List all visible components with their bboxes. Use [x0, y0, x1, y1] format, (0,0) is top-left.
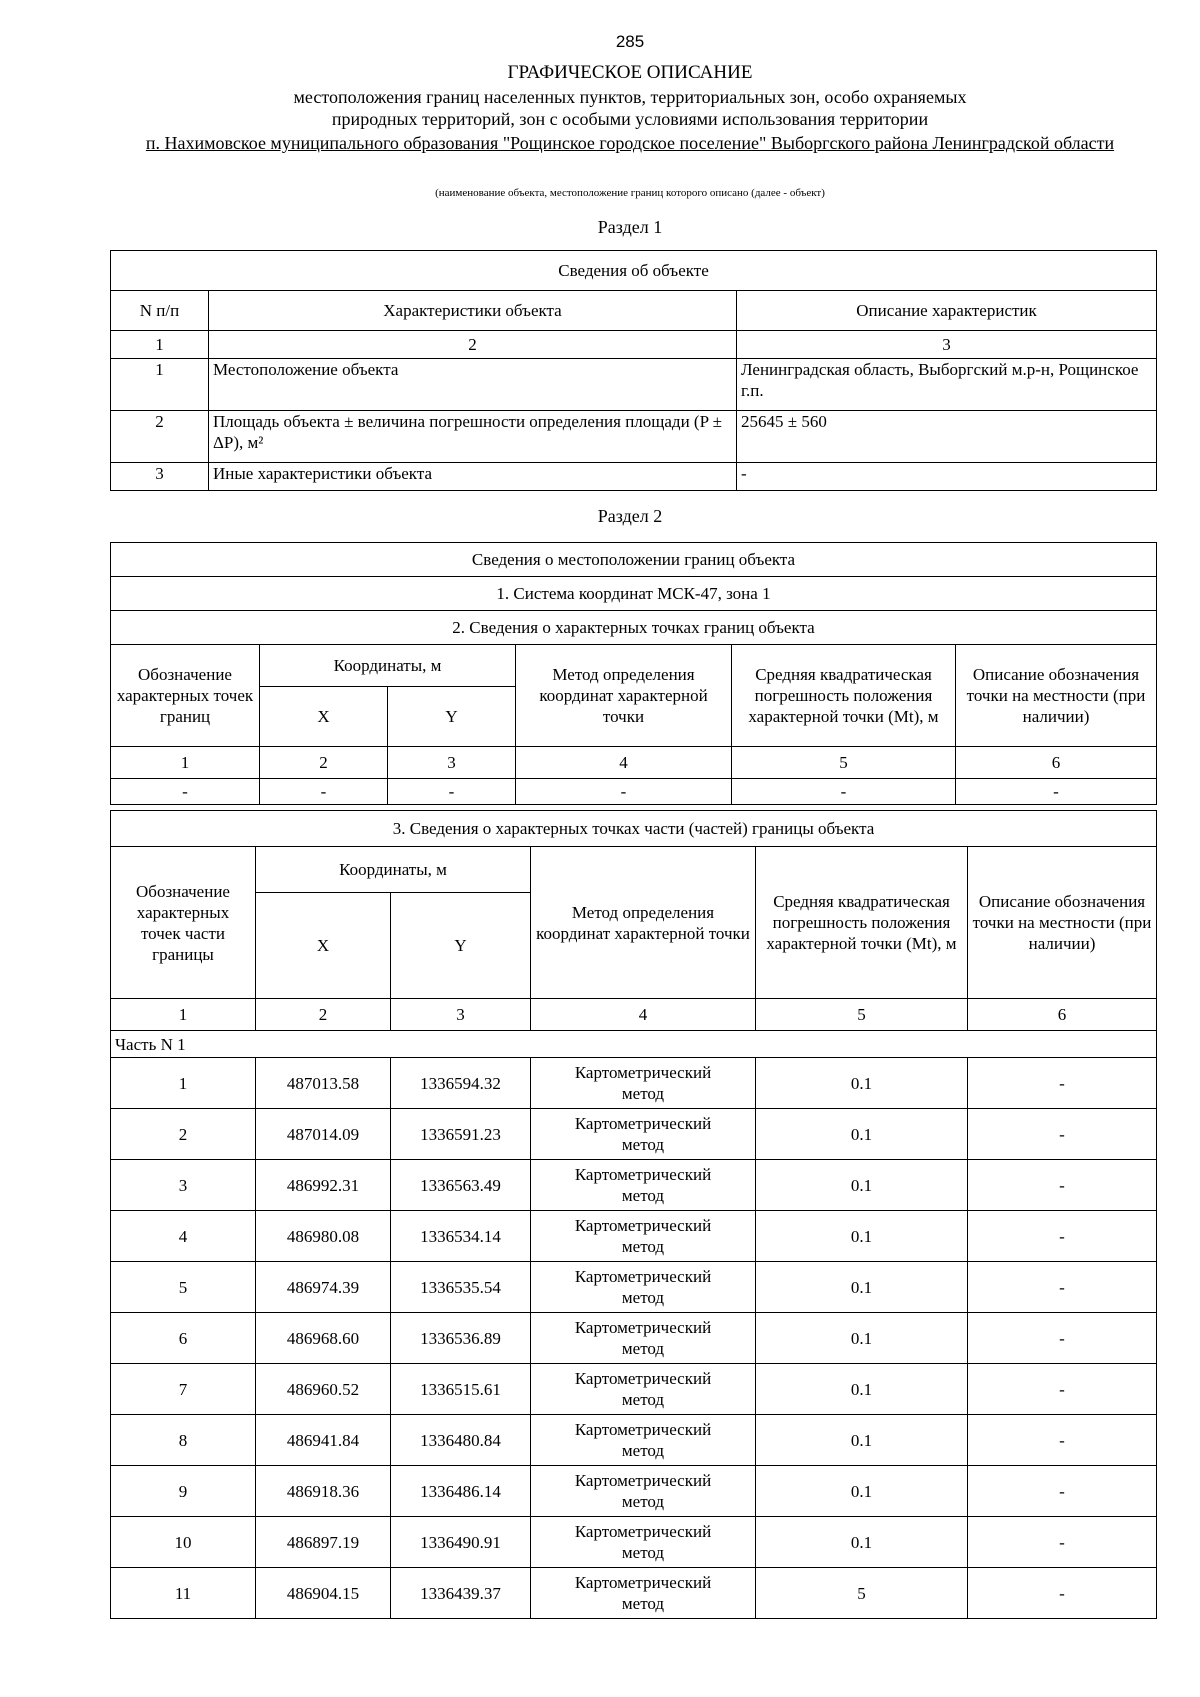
header-method: Метод определения координат характерной точки — [516, 645, 732, 747]
point-number: 4 — [111, 1211, 256, 1262]
col-number: 1 — [111, 331, 209, 359]
col-number: 2 — [260, 747, 388, 779]
document-title: ГРАФИЧЕСКОЕ ОПИСАНИЕ — [507, 62, 753, 83]
point-description: - — [968, 1415, 1157, 1466]
header-y: Y — [388, 687, 516, 747]
coordinate-y: 1336490.91 — [391, 1517, 531, 1568]
point-description: - — [968, 1466, 1157, 1517]
determination-method: Картометрический метод — [531, 1262, 756, 1313]
coordinate-y: 1336563.49 — [391, 1160, 531, 1211]
page-number: 285 — [615, 32, 645, 51]
characteristic-value: Ленинградская область, Выборгский м.р-н, Рощинское г.п. — [737, 359, 1157, 411]
characteristic-name: Площадь объекта ± величина погрешности определения площади (P ± ΔP), м² — [209, 411, 737, 463]
coordinate-x: 486980.08 — [256, 1211, 391, 1262]
boundary-table-title: Сведения о местоположении границ объекта — [111, 543, 1157, 577]
points-body — [111, 1058, 1157, 1619]
determination-method: Картометрический метод — [531, 1466, 756, 1517]
header-coordinates: Координаты, м — [256, 847, 531, 893]
table-row — [111, 1109, 1157, 1160]
table-row — [111, 1364, 1157, 1415]
coordinate-x: 486897.19 — [256, 1517, 391, 1568]
table-row — [111, 1466, 1157, 1517]
point-number: 10 — [111, 1517, 256, 1568]
coordinate-x: 486941.84 — [256, 1415, 391, 1466]
determination-method: Картометрический метод — [531, 1109, 756, 1160]
point-number: 11 — [111, 1568, 256, 1619]
determination-method: Картометрический метод — [531, 1160, 756, 1211]
row-number: 3 — [111, 463, 209, 491]
mean-square-error: 0.1 — [756, 1109, 968, 1160]
characteristic-name: Местоположение объекта — [209, 359, 737, 411]
table-row — [111, 1160, 1157, 1211]
table-row — [111, 1262, 1157, 1313]
col-number: 1 — [111, 999, 256, 1031]
coordinate-y: 1336536.89 — [391, 1313, 531, 1364]
row-number: 1 — [111, 359, 209, 411]
object-name: п. Нахимовское муниципального образования "Рощинское городское поселение" Выборгского района Ленинградской области — [145, 133, 1115, 153]
table-row — [111, 1211, 1157, 1262]
table-row — [111, 779, 1157, 805]
coordinate-x: 486904.15 — [256, 1568, 391, 1619]
coordinate-x: 487013.58 — [256, 1058, 391, 1109]
coordinate-y: 1336515.61 — [391, 1364, 531, 1415]
part-label: Часть N 1 — [111, 1031, 1157, 1058]
object-info-table — [110, 250, 1157, 491]
col-header-description: Описание характеристик — [737, 291, 1157, 331]
col-header-characteristic: Характеристики объекта — [209, 291, 737, 331]
point-description: - — [968, 1568, 1157, 1619]
empty-cell: - — [732, 779, 956, 805]
header-x: X — [260, 687, 388, 747]
header-mean-square-error: Средняя квадратическая погрешность положения характерной точки (Mt), м — [732, 645, 956, 747]
empty-cell: - — [516, 779, 732, 805]
characteristic-value: 25645 ± 560 — [737, 411, 1157, 463]
coordinate-x: 487014.09 — [256, 1109, 391, 1160]
characteristic-name: Иные характеристики объекта — [209, 463, 737, 491]
coordinate-y: 1336594.32 — [391, 1058, 531, 1109]
header-part-point-designation: Обозначение характерных точек части границы — [111, 847, 256, 999]
coordinate-y: 1336486.14 — [391, 1466, 531, 1517]
coordinate-y: 1336591.23 — [391, 1109, 531, 1160]
header-method: Метод определения координат характерной точки — [531, 847, 756, 999]
point-number: 8 — [111, 1415, 256, 1466]
point-description: - — [968, 1058, 1157, 1109]
empty-cell: - — [111, 779, 260, 805]
header-point-description: Описание обозначения точки на местности (при наличии) — [956, 645, 1157, 747]
coordinate-y: 1336535.54 — [391, 1262, 531, 1313]
boundary-points-table — [110, 542, 1157, 805]
table-row — [111, 411, 1157, 463]
col-number: 5 — [756, 999, 968, 1031]
mean-square-error: 0.1 — [756, 1313, 968, 1364]
mean-square-error: 0.1 — [756, 1058, 968, 1109]
coordinate-x: 486974.39 — [256, 1262, 391, 1313]
coordinate-y: 1336480.84 — [391, 1415, 531, 1466]
part-points-table — [110, 810, 1157, 1619]
header-coordinates: Координаты, м — [260, 645, 516, 687]
mean-square-error: 0.1 — [756, 1364, 968, 1415]
determination-method: Картометрический метод — [531, 1415, 756, 1466]
table-row — [111, 1517, 1157, 1568]
col-header-number: N п/п — [111, 291, 209, 331]
header-mean-square-error: Средняя квадратическая погрешность положения характерной точки (Mt), м — [756, 847, 968, 999]
point-number: 5 — [111, 1262, 256, 1313]
table-row — [111, 1058, 1157, 1109]
empty-cell: - — [260, 779, 388, 805]
coordinate-x: 486960.52 — [256, 1364, 391, 1415]
coordinate-x: 486918.36 — [256, 1466, 391, 1517]
table-row — [111, 463, 1157, 491]
col-number: 3 — [391, 999, 531, 1031]
point-number: 2 — [111, 1109, 256, 1160]
table-row — [111, 1415, 1157, 1466]
col-number: 1 — [111, 747, 260, 779]
mean-square-error: 5 — [756, 1568, 968, 1619]
document-subtitle-line-1: местоположения границ населенных пунктов, территориальных зон, особо охраняемых — [293, 87, 967, 107]
determination-method: Картометрический метод — [531, 1211, 756, 1262]
boundary-points-title: 2. Сведения о характерных точках границ объекта — [111, 611, 1157, 645]
section-1-heading: Раздел 1 — [597, 217, 663, 237]
mean-square-error: 0.1 — [756, 1160, 968, 1211]
coordinate-system: 1. Система координат МСК-47, зона 1 — [111, 577, 1157, 611]
point-number: 9 — [111, 1466, 256, 1517]
determination-method: Картометрический метод — [531, 1568, 756, 1619]
col-number: 6 — [956, 747, 1157, 779]
col-number: 6 — [968, 999, 1157, 1031]
coordinate-x: 486992.31 — [256, 1160, 391, 1211]
determination-method: Картометрический метод — [531, 1058, 756, 1109]
point-number: 1 — [111, 1058, 256, 1109]
point-number: 3 — [111, 1160, 256, 1211]
header-point-designation: Обозначение характерных точек границ — [111, 645, 260, 747]
col-number: 3 — [388, 747, 516, 779]
point-description: - — [968, 1160, 1157, 1211]
mean-square-error: 0.1 — [756, 1211, 968, 1262]
col-number: 5 — [732, 747, 956, 779]
point-number: 6 — [111, 1313, 256, 1364]
col-number: 4 — [516, 747, 732, 779]
table-row — [111, 1313, 1157, 1364]
coordinate-x: 486968.60 — [256, 1313, 391, 1364]
document-subtitle-line-2: природных территорий, зон с особыми условиями использования территории — [331, 109, 929, 129]
point-number: 7 — [111, 1364, 256, 1415]
mean-square-error: 0.1 — [756, 1415, 968, 1466]
characteristic-value: - — [737, 463, 1157, 491]
determination-method: Картометрический метод — [531, 1517, 756, 1568]
coordinate-y: 1336439.37 — [391, 1568, 531, 1619]
header-x: X — [256, 893, 391, 999]
col-number: 2 — [256, 999, 391, 1031]
col-number: 2 — [209, 331, 737, 359]
part-points-title: 3. Сведения о характерных точках части (частей) границы объекта — [111, 811, 1157, 847]
section-2-heading: Раздел 2 — [597, 506, 663, 526]
table-row — [111, 1568, 1157, 1619]
header-y: Y — [391, 893, 531, 999]
table-row — [111, 359, 1157, 411]
row-number: 2 — [111, 411, 209, 463]
point-description: - — [968, 1364, 1157, 1415]
determination-method: Картометрический метод — [531, 1313, 756, 1364]
point-description: - — [968, 1517, 1157, 1568]
header-point-description: Описание обозначения точки на местности (при наличии) — [968, 847, 1157, 999]
coordinate-y: 1336534.14 — [391, 1211, 531, 1262]
empty-cell: - — [388, 779, 516, 805]
mean-square-error: 0.1 — [756, 1262, 968, 1313]
col-number: 3 — [737, 331, 1157, 359]
point-description: - — [968, 1262, 1157, 1313]
point-description: - — [968, 1109, 1157, 1160]
object-name-caption: (наименование объекта, местоположение границ которого описано (далее - объект) — [435, 187, 825, 199]
col-number: 4 — [531, 999, 756, 1031]
mean-square-error: 0.1 — [756, 1517, 968, 1568]
mean-square-error: 0.1 — [756, 1466, 968, 1517]
object-info-table-title: Сведения об объекте — [111, 251, 1157, 291]
point-description: - — [968, 1211, 1157, 1262]
point-description: - — [968, 1313, 1157, 1364]
determination-method: Картометрический метод — [531, 1364, 756, 1415]
empty-cell: - — [956, 779, 1157, 805]
